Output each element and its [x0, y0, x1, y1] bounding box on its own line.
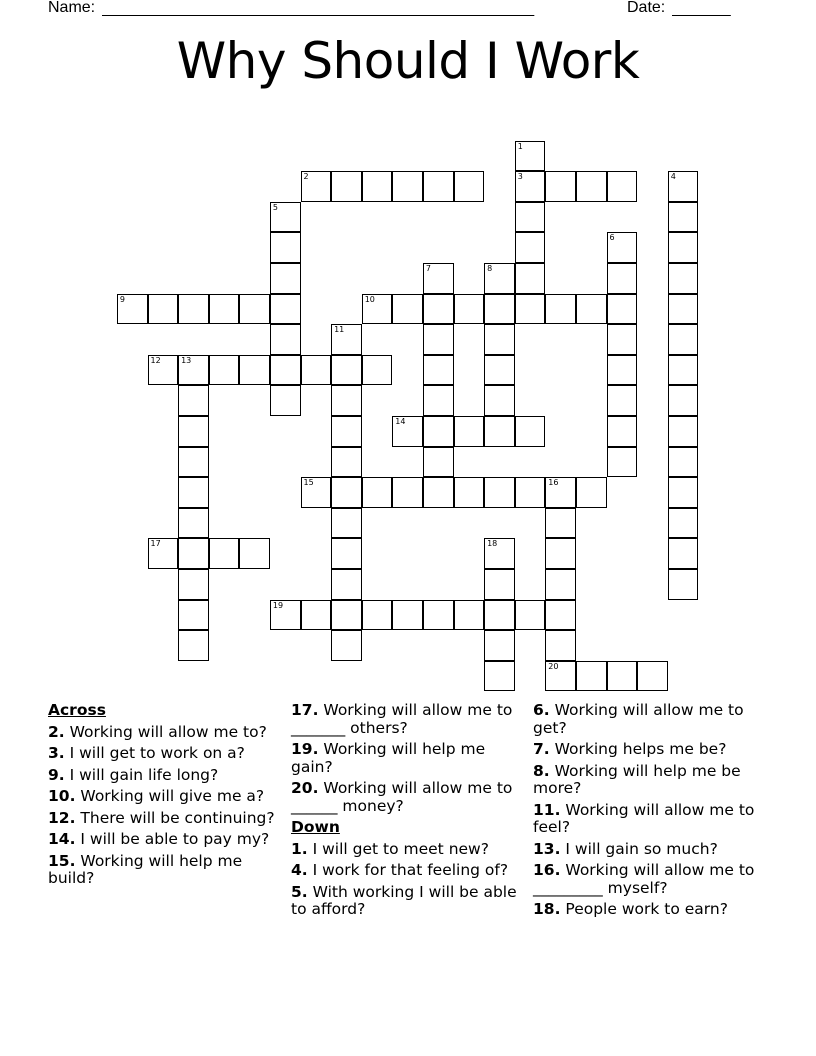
grid-cell[interactable] — [362, 355, 393, 386]
grid-cell-5[interactable] — [270, 202, 301, 233]
clue-across-17: 17. Working will allow me to _______ others? — [291, 701, 513, 737]
grid-cell-19[interactable] — [270, 600, 301, 631]
grid-cell[interactable] — [178, 447, 209, 478]
cell-number: 6 — [609, 233, 615, 243]
grid-cell[interactable] — [484, 385, 515, 416]
grid-cell[interactable] — [484, 294, 515, 325]
grid-cell[interactable] — [331, 171, 362, 202]
clue-down-8: 8. Working will help me be more? — [533, 761, 741, 797]
grid-cell[interactable] — [239, 538, 270, 569]
clue-down-4: 4. I work for that feeling of? — [291, 861, 509, 879]
grid-cell-1[interactable] — [515, 141, 546, 172]
grid-cell[interactable] — [484, 569, 515, 600]
grid-cell[interactable] — [178, 538, 209, 569]
grid-cell-3[interactable] — [515, 171, 546, 202]
grid-cell[interactable] — [454, 294, 485, 325]
grid-cell[interactable] — [392, 294, 423, 325]
grid-cell[interactable] — [423, 416, 454, 447]
grid-cell[interactable] — [331, 477, 362, 508]
grid-cell[interactable] — [668, 385, 699, 416]
cell-number: 18 — [487, 539, 498, 549]
cell-number: 9 — [119, 294, 125, 304]
clue-across-12: 12. There will be continuing? — [48, 808, 275, 827]
grid-cell[interactable] — [270, 294, 301, 325]
cell-number: 4 — [670, 172, 676, 182]
across-heading: Across — [48, 701, 106, 719]
grid-cell[interactable] — [607, 661, 638, 692]
grid-cell[interactable] — [668, 508, 699, 539]
clue-across-14: 14. I will be able to pay my? — [48, 830, 270, 848]
grid-cell[interactable] — [270, 263, 301, 294]
grid-cell[interactable] — [607, 416, 638, 447]
name-field-line[interactable]: ____________________________________________________ — [102, 0, 534, 17]
grid-cell[interactable] — [423, 355, 454, 386]
grid-cell[interactable] — [423, 324, 454, 355]
grid-cell[interactable] — [515, 416, 546, 447]
grid-cell[interactable] — [668, 355, 699, 386]
grid-cell[interactable] — [668, 294, 699, 325]
grid-cell[interactable] — [454, 477, 485, 508]
cell-number: 14 — [395, 416, 406, 426]
grid-cell-2[interactable] — [301, 171, 332, 202]
grid-cell[interactable] — [515, 600, 546, 631]
cell-number: 5 — [272, 202, 278, 212]
grid-cell[interactable] — [392, 600, 423, 631]
grid-cell-18[interactable] — [484, 538, 515, 569]
grid-cell-15[interactable] — [301, 477, 332, 508]
page-title: Why Should I Work — [176, 32, 640, 90]
grid-cell[interactable] — [484, 600, 515, 631]
grid-cell[interactable] — [178, 600, 209, 631]
grid-cell[interactable] — [331, 385, 362, 416]
grid-cell[interactable] — [301, 355, 332, 386]
grid-cell[interactable] — [209, 538, 240, 569]
grid-cell-14[interactable] — [392, 416, 423, 447]
grid-cell[interactable] — [545, 630, 576, 661]
grid-cell-9[interactable] — [117, 294, 148, 325]
cell-number: 10 — [364, 294, 375, 304]
date-label: Date: — [627, 0, 666, 16]
grid-cell[interactable] — [178, 477, 209, 508]
grid-cell[interactable] — [209, 355, 240, 386]
grid-cell[interactable] — [515, 477, 546, 508]
grid-cell[interactable] — [484, 355, 515, 386]
grid-cell[interactable] — [178, 385, 209, 416]
grid-cell[interactable] — [545, 538, 576, 569]
grid-cell[interactable] — [515, 232, 546, 263]
cell-number: 1 — [517, 141, 523, 151]
grid-cell[interactable] — [668, 447, 699, 478]
grid-cell[interactable] — [331, 416, 362, 447]
grid-cell[interactable] — [331, 630, 362, 661]
grid-cell[interactable] — [423, 385, 454, 416]
grid-cell-4[interactable] — [668, 171, 699, 202]
grid-cell-6[interactable] — [607, 232, 638, 263]
grid-cell-13[interactable] — [178, 355, 209, 386]
cell-number: 2 — [303, 172, 309, 182]
clue-across-3: 3. I will get to work on a? — [48, 744, 245, 762]
clue-down-18: 18. People work to earn? — [533, 900, 728, 918]
grid-cell[interactable] — [423, 294, 454, 325]
clue-across-15: 15. Working will help me build? — [48, 851, 243, 887]
grid-cell[interactable] — [239, 294, 270, 325]
grid-cell[interactable] — [331, 508, 362, 539]
grid-cell[interactable] — [454, 416, 485, 447]
grid-cell[interactable] — [484, 416, 515, 447]
clue-column-1 — [48, 702, 283, 892]
grid-cell[interactable] — [178, 294, 209, 325]
grid-cell[interactable] — [392, 171, 423, 202]
grid-cell[interactable] — [607, 263, 638, 294]
grid-cell[interactable] — [668, 263, 699, 294]
clue-down-16: 16. Working will allow me to _________ myself? — [533, 861, 755, 897]
cell-number: 16 — [548, 478, 559, 488]
grid-cell[interactable] — [668, 232, 699, 263]
grid-cell[interactable] — [545, 569, 576, 600]
cell-number: 7 — [425, 263, 431, 273]
grid-cell[interactable] — [637, 661, 668, 692]
clue-across-9: 9. I will gain life long? — [48, 765, 219, 784]
grid-cell[interactable] — [668, 416, 699, 447]
grid-cell[interactable] — [607, 171, 638, 202]
clue-down-7: 7. Working helps me be? — [533, 740, 727, 758]
clue-down-1: 1. I will get to meet new? — [291, 839, 489, 858]
grid-cell[interactable] — [576, 171, 607, 202]
grid-cell[interactable] — [423, 600, 454, 631]
grid-cell[interactable] — [178, 569, 209, 600]
clue-across-20: 20. Working will allow me to ______ money? — [291, 779, 513, 815]
grid-cell[interactable] — [301, 600, 332, 631]
cell-number: 3 — [517, 172, 523, 182]
grid-cell[interactable] — [270, 385, 301, 416]
grid-cell-7[interactable] — [423, 263, 454, 294]
grid-cell[interactable] — [209, 294, 240, 325]
cell-number: 15 — [303, 478, 314, 488]
clue-down-11: 11. Working will allow me to feel? — [533, 800, 755, 836]
cell-number: 8 — [487, 263, 493, 273]
cell-number: 11 — [334, 325, 345, 335]
clue-across-2: 2. Working will allow me to? — [48, 722, 267, 741]
grid-cell[interactable] — [545, 171, 576, 202]
grid-cell[interactable] — [668, 538, 699, 569]
grid-cell[interactable] — [576, 294, 607, 325]
grid-cell[interactable] — [607, 324, 638, 355]
grid-cell[interactable] — [362, 600, 393, 631]
grid-cell[interactable] — [331, 600, 362, 631]
grid-cell[interactable] — [668, 477, 699, 508]
grid-cell[interactable] — [607, 385, 638, 416]
clue-across-10: 10. Working will give me a? — [48, 787, 265, 805]
grid-cell[interactable] — [454, 171, 485, 202]
clue-across-19: 19. Working will help me gain? — [291, 740, 486, 776]
grid-cell[interactable] — [392, 477, 423, 508]
grid-cell-20[interactable] — [545, 661, 576, 692]
grid-cell[interactable] — [454, 600, 485, 631]
grid-cell[interactable] — [331, 538, 362, 569]
date-field-line[interactable]: _______ — [672, 0, 731, 17]
down-heading: Down — [291, 818, 340, 836]
grid-cell[interactable] — [270, 232, 301, 263]
grid-cell-10[interactable] — [362, 294, 393, 325]
clue-column-3 — [533, 702, 768, 923]
clue-column-2 — [291, 702, 526, 923]
grid-cell-16[interactable] — [545, 477, 576, 508]
grid-cell[interactable] — [331, 447, 362, 478]
cell-number: 19 — [272, 600, 284, 610]
grid-cell-11[interactable] — [331, 324, 362, 355]
grid-cell[interactable] — [178, 630, 209, 661]
grid-cell[interactable] — [545, 508, 576, 539]
grid-cell[interactable] — [545, 294, 576, 325]
clue-down-6: 6. Working will allow me to get? — [533, 701, 744, 737]
grid-cell[interactable] — [362, 171, 393, 202]
grid-cell[interactable] — [607, 447, 638, 478]
grid-cell[interactable] — [423, 477, 454, 508]
grid-cell-17[interactable] — [148, 538, 179, 569]
grid-cell[interactable] — [484, 661, 515, 692]
grid-cell[interactable] — [362, 477, 393, 508]
grid-cell-8[interactable] — [484, 263, 515, 294]
grid-cell[interactable] — [178, 508, 209, 539]
grid-cell[interactable] — [515, 294, 546, 325]
grid-cell-12[interactable] — [148, 355, 179, 386]
grid-cell[interactable] — [239, 355, 270, 386]
grid-cell[interactable] — [668, 202, 699, 233]
grid-cell[interactable] — [484, 630, 515, 661]
grid-cell[interactable] — [148, 294, 179, 325]
clue-down-13: 13. I will gain so much? — [533, 839, 718, 858]
grid-cell[interactable] — [607, 294, 638, 325]
grid-cell[interactable] — [515, 263, 546, 294]
cell-number: 13 — [181, 355, 192, 365]
grid-cell[interactable] — [607, 355, 638, 386]
cell-number: 17 — [150, 539, 161, 549]
name-label: Name: — [48, 0, 96, 16]
grid-cell[interactable] — [668, 324, 699, 355]
grid-cell[interactable] — [668, 569, 699, 600]
grid-cell[interactable] — [484, 324, 515, 355]
grid-cell[interactable] — [178, 416, 209, 447]
grid-cell[interactable] — [515, 202, 546, 233]
grid-cell[interactable] — [423, 447, 454, 478]
grid-cell[interactable] — [545, 600, 576, 631]
grid-cell[interactable] — [484, 477, 515, 508]
grid-cell[interactable] — [331, 569, 362, 600]
grid-cell[interactable] — [270, 324, 301, 355]
clue-down-5: 5. With working I will be able to afford? — [291, 882, 517, 918]
grid-cell[interactable] — [331, 355, 362, 386]
cell-number: 12 — [150, 355, 161, 365]
grid-cell[interactable] — [576, 477, 607, 508]
grid-cell[interactable] — [423, 171, 454, 202]
grid-cell[interactable] — [576, 661, 607, 692]
grid-cell[interactable] — [270, 355, 301, 386]
cell-number: 20 — [548, 661, 559, 671]
